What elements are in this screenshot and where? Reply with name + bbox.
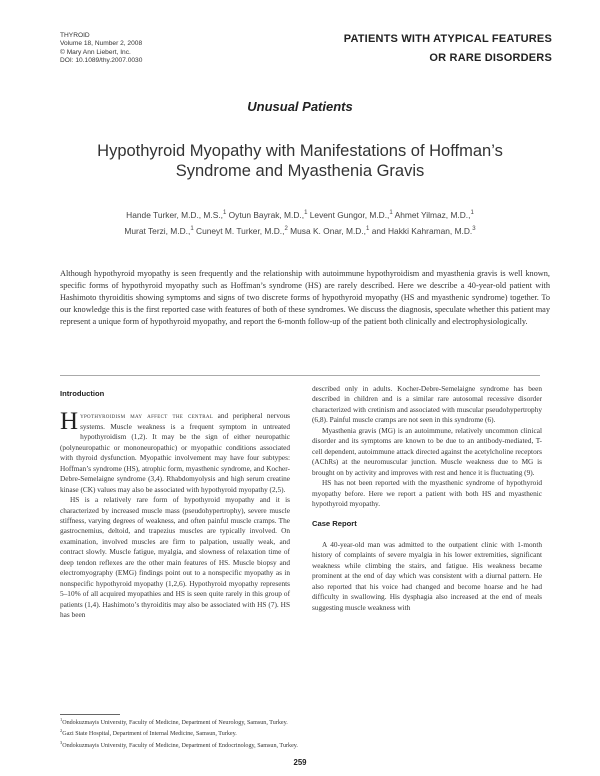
title-line: Hypothyroid Myopathy with Manifestations of Hoffman’s [97, 142, 503, 160]
journal-name: THYROID [60, 32, 90, 39]
author-affiliation: 3 [472, 225, 476, 232]
footnote-text: Gazi State Hospital, Department of Internal Medicine, Samsun, Turkey. [62, 731, 237, 738]
author-name: Oytun Bayrak, M.D., [228, 209, 305, 220]
author-line [40, 206, 560, 222]
intro-lead-smallcaps: ypothyroidism may affect the central [80, 411, 214, 421]
right-column [312, 384, 542, 613]
section-label-line: OR RARE DISORDERS [429, 52, 552, 64]
author-affiliation: 2 [284, 225, 288, 232]
left-column [60, 384, 290, 621]
body-paragraph: described only in adults. Kocher-Debre-Semelaigne syndrome has been described in children and is a similar rare autosomal recessive disorder characterized with cretinism and associated with muscular pseudohypertrophy (6,8). Painful muscle cramps are not seen in this syndrome (6). [312, 384, 542, 425]
author-name: Levent Gungor, M.D., [309, 209, 390, 220]
abstract-divider [60, 375, 540, 376]
drop-cap: H [60, 408, 79, 436]
footnotes [60, 716, 540, 750]
footnote-text: Ondokuzmayis University, Faculty of Medicine, Department of Neurology, Samsun, Turkey. [62, 720, 288, 727]
body-paragraph: HS has not been reported with the myasthenic syndrome of hypothyroid myopathy before. Here we report a patient with both HS and myasthenic hypothyroid myopathy. [312, 478, 542, 508]
footnote [60, 727, 540, 738]
author-list [40, 206, 560, 238]
intro-paragraph [60, 408, 291, 495]
author-name: Ahmet Yilmaz, M.D., [394, 209, 471, 220]
case-paragraph: A 40-year-old man was admitted to the outpatient clinic with 1-month history of complaints of severe myalgia in his lower extremities, significant weakness while climbing the stairs, and fatigue. His weakness became prominent at the end of day which was consistent with a diurnal pattern. He also reported that his voice had changed and become hoarse and he had difficulty in swallowing. His dysphagia also increased at the end of meals suggesting muscle weakness with [312, 539, 542, 612]
author-affiliation: 1 [366, 225, 370, 232]
body-paragraph: Myasthenia gravis (MG) is an autoimmune, relatively uncommon clinical disorder and its symptoms are known to be due to an antibody-mediated, T-cell dependent, autoimmune attack directed against the acetylcholine receptors (AChRs) at the neuromuscular junction. Muscle weakness due to MG is brought on by activity and improves with rest and hence it is fluctuating (9). [312, 425, 542, 477]
footnote-number: 2 [60, 728, 63, 734]
footnote-number: 1 [60, 717, 63, 722]
title-line: Syndrome and Myasthenia Gravis [175, 162, 425, 180]
intro-paragraph: HS is a relatively rare form of hypothyroid myopathy and it is characterized by increased muscle mass (pseudohypertrophy), severe muscle stiffness, varying degrees of weakness, and often painful muscle cramps. The gastrocnemius, deltoid, and trapezius muscles are typically involved. On examination, involved muscles are firm to palpation, usually weak, and contract slowly. Muscle fatigue, myalgia, and slowness of relaxation time of deep tendon reflexes are the other main features of HS. Muscle biopsy and electromyography (EMG) findings point out to a nonspecific myopathy as in nonspecific hypothyroid myopathy (1,2,6). Hypothyroid myopathy represents 5–10% of all acquired myopathies and HS is seen quite rarely in this group of patients (1,4). Hashimoto’s thyroiditis may also be associated with HS (7). HS has been [60, 495, 290, 620]
author-name: Musa K. Onar, M.D., [290, 225, 367, 236]
introduction-heading: Introduction [60, 389, 105, 398]
journal-info [60, 32, 142, 66]
abstract: Although hypothyroid myopathy is seen frequently and the relationship with autoimmune hypothyroidism and myasthenia gravis is well known, specific forms of hypothyroid myopathy such as Hoffman’s syndrome (HS) are rarely described. Here we describe a 40-year-old patient with Hashimoto thyroiditis showing symptoms and signs of two discrete forms of hypothyroid myopathy (HS and myasthenic syndrome) together. To our knowledge this is the first reported case with features of both of these syndromes. We discuss the diagnosis, speculate whether this patient may represent a unique form of hypothyroid myopathy, and report the 6-month follow-up of the patient both clinically and electrophysiologically. [60, 269, 550, 327]
footnote-number: 3 [60, 739, 63, 745]
journal-volume: Volume 18, Number 2, 2008 [60, 40, 143, 48]
footnote-divider [60, 714, 120, 715]
author-affiliation: 1 [470, 210, 474, 216]
series-title: Unusual Patients [247, 99, 353, 114]
author-affiliation: 1 [222, 210, 227, 216]
author-name: Cuneyt M. Turker, M.D., [196, 225, 285, 236]
author-name: Murat Terzi, M.D., [124, 225, 191, 236]
author-affiliation: 1 [304, 210, 308, 216]
footnote-text: Ondokuzmayis University, Faculty of Medicine, Department of Endocrinology, Samsun, Turkey. [62, 742, 298, 749]
article-title [40, 141, 560, 181]
intro-text: and peripheral nervous systems. Muscle weakness is a frequent symptom in untreated hypothyroidism (1,2). It may be the sign of either neuropathic (polyneuropathic or mononeuropathic) or myopathic conditions associated with thyroid dysfunction. Myopathic involvement may have four subtypes: Hoffman’s syndrome (HS), atrophic form, myasthenic syndrome, and Kocher-Debre-Semelaigne syndrome (3,4). Rhabdomyolysis and high serum creatine kinase (CK) values may also be associated with hypothyroid myopathy (2,5). [60, 411, 291, 494]
author-line [40, 222, 560, 238]
footnote [60, 716, 540, 727]
author-name: and Hakki Kahraman, M.D. [371, 225, 473, 236]
section-label [344, 30, 552, 68]
case-report-heading: Case Report [312, 519, 357, 529]
author-name: Hande Turker, M.D., M.S., [126, 209, 223, 220]
section-label-line: PATIENTS WITH ATYPICAL FEATURES [343, 33, 552, 45]
footnote [60, 739, 540, 750]
journal-doi: DOI: 10.1089/thy.2007.0030 [60, 57, 143, 65]
journal-copyright: © Mary Ann Liebert, Inc. [60, 48, 131, 56]
author-affiliation: 1 [190, 225, 194, 232]
page-number: 259 [293, 758, 307, 767]
author-affiliation: 1 [389, 210, 393, 216]
